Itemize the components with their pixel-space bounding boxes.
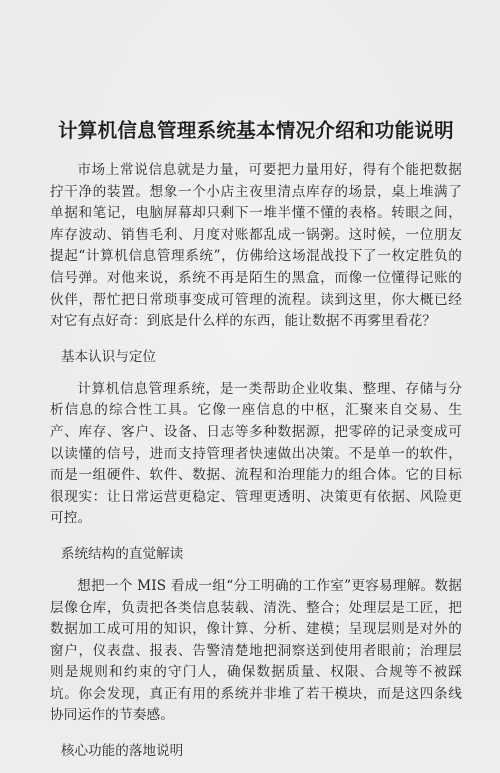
document-title: 计算机信息管理系统基本情况介绍和功能说明 <box>57 119 454 142</box>
structure-paragraph: 想把一个 MIS 看成一组“分工明确的工作室”更容易理解。数据层像仓库，负责把各类信息装载、清洗、整合；处理层是工匠，把数据加工成可用的知识，像计算、分析、建模；呈现层则是对外的窗户，仪表盘、报表、告警清楚地把洞察送到使用者眼前；治理层则是规则和约束的守门人，确保数据质量、权限、合规等不被踩坑。你会发现，真正有用的系统并非堆了若干模块，而是这四条线协同运作的节奏感。 <box>50 577 462 724</box>
section-heading-core-functions: 核心功能的落地说明 <box>60 743 184 760</box>
intro-paragraph: 市场上常说信息就是力量，可要把力量用好，得有个能把数据拧干净的装置。想象一个小店主夜里清点库存的场景，桌上堆满了单据和笔记，电脑屏幕却只剩下一堆半懂不懂的表格。转眼之间，库存波动、销售毛利、月度对账都乱成一锅粥。这时候，一位朋友提起“计算机信息管理系统”，仿佛给这场混战投下了一枚定胜负的信号弹。对他来说，系统不再是陌生的黑盒，而像一位懂得记账的伙伴，帮忙把日常琐事变成可管理的流程。读到这里，你大概已经对它有点好奇：到底是什么样的东西，能让数据不再雾里看花？ <box>50 162 462 330</box>
document-body <box>50 116 462 773</box>
basics-paragraph: 计算机信息管理系统，是一类帮助企业收集、整理、存储与分析信息的综合性工具。它像一座信息的中枢，汇聚来自交易、生产、库存、客户、设备、日志等多种数据源，把零碎的记录变成可以读懂的信号，进而支持管理者快速做出决策。不是单一的软件，而是一组硬件、软件、数据、流程和治理能力的组合体。它的目标很现实：让日常运营更稳定、管理更透明、决策更有依据、风险更可控。 <box>50 380 462 527</box>
section-heading-structure: 系统结构的直觉解读 <box>60 545 184 562</box>
section-heading-basics: 基本认识与定位 <box>60 348 157 365</box>
